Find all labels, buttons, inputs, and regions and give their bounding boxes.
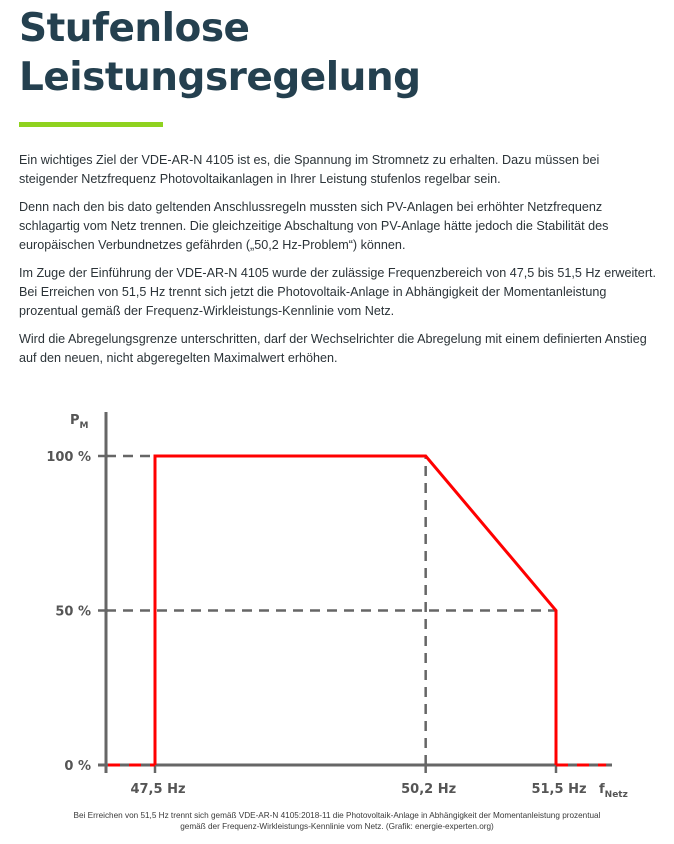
x-axis-label bbox=[599, 782, 628, 800]
title-accent-bar bbox=[19, 122, 163, 127]
page-title bbox=[19, 4, 421, 102]
guide-lines bbox=[106, 456, 556, 765]
title-line-2: Leistungsregelung bbox=[19, 55, 421, 100]
y-axis-label bbox=[70, 413, 89, 431]
axes bbox=[98, 412, 612, 773]
x-tick-label: 47,5 Hz bbox=[130, 782, 186, 797]
figure-caption bbox=[20, 810, 654, 832]
title-line-1: Stufenlose bbox=[19, 6, 250, 51]
y-tick-label: 0 % bbox=[64, 759, 91, 774]
y-tick-label: 100 % bbox=[46, 450, 91, 465]
x-tick-label: 50,2 Hz bbox=[401, 782, 457, 797]
y-tick-label: 50 % bbox=[55, 604, 91, 620]
y-axis-label-main: P bbox=[70, 413, 80, 428]
x-axis-label-main: f bbox=[599, 782, 605, 797]
caption-line-1: Bei Erreichen von 51,5 Hz trennt sich gemäß VDE-AR-N 4105:2018-11 die Photovoltaik-Anlage in Abhängigkeit der Momentanleistung prozentual bbox=[73, 811, 601, 820]
paragraph: Ein wichtiges Ziel der VDE-AR-N 4105 ist es, die Spannung im Stromnetz zu erhalten. Dazu müssen bei steigender Netzfrequenz Photovoltaikanlagen in Ihrer Leistung stufenlos regelbar sein. bbox=[19, 153, 600, 186]
article-body bbox=[19, 151, 659, 377]
paragraph: Denn nach den bis dato geltenden Anschlussregeln mussten sich PV-Anlagen bei erhöhter Netzfrequenz schlagartig vom Netz trennen. Die gleichzeitige Abschaltung von PV-Anlage hätte jedoch die Stabilität des europäischen Verbundnetzes gefährden („50,2 Hz-Problem“) können. bbox=[19, 200, 609, 252]
paragraph: Im Zuge der Einführung der VDE-AR-N 4105 wurde der zulässige Frequenzbereich von 47,5 bis 51,5 Hz erweitert. Bei Erreichen von 51,5 Hz trennt sich jetzt die Photovoltaik-Anlage in Abhängigkeit der Momentanleistung prozentual gemäß der Frequenz-Wirkleistungs-Kennlinie vom Netz. bbox=[19, 266, 657, 318]
x-tick-label: 51,5 Hz bbox=[531, 782, 587, 797]
ticks bbox=[46, 450, 586, 797]
frequency-power-chart bbox=[0, 395, 674, 805]
x-axis-label-sub: Netz bbox=[604, 790, 628, 800]
y-axis-label-sub: M bbox=[79, 421, 89, 431]
caption-line-2: gemäß der Frequenz-Wirkleistungs-Kennlinie vom Netz. (Grafik: energie-experten.org) bbox=[180, 822, 494, 831]
paragraph: Wird die Abregelungsgrenze unterschritten, darf der Wechselrichter die Abregelung mit einem definierten Anstieg auf den neuen, nicht abgeregelten Maximalwert erhöhen. bbox=[19, 332, 647, 365]
